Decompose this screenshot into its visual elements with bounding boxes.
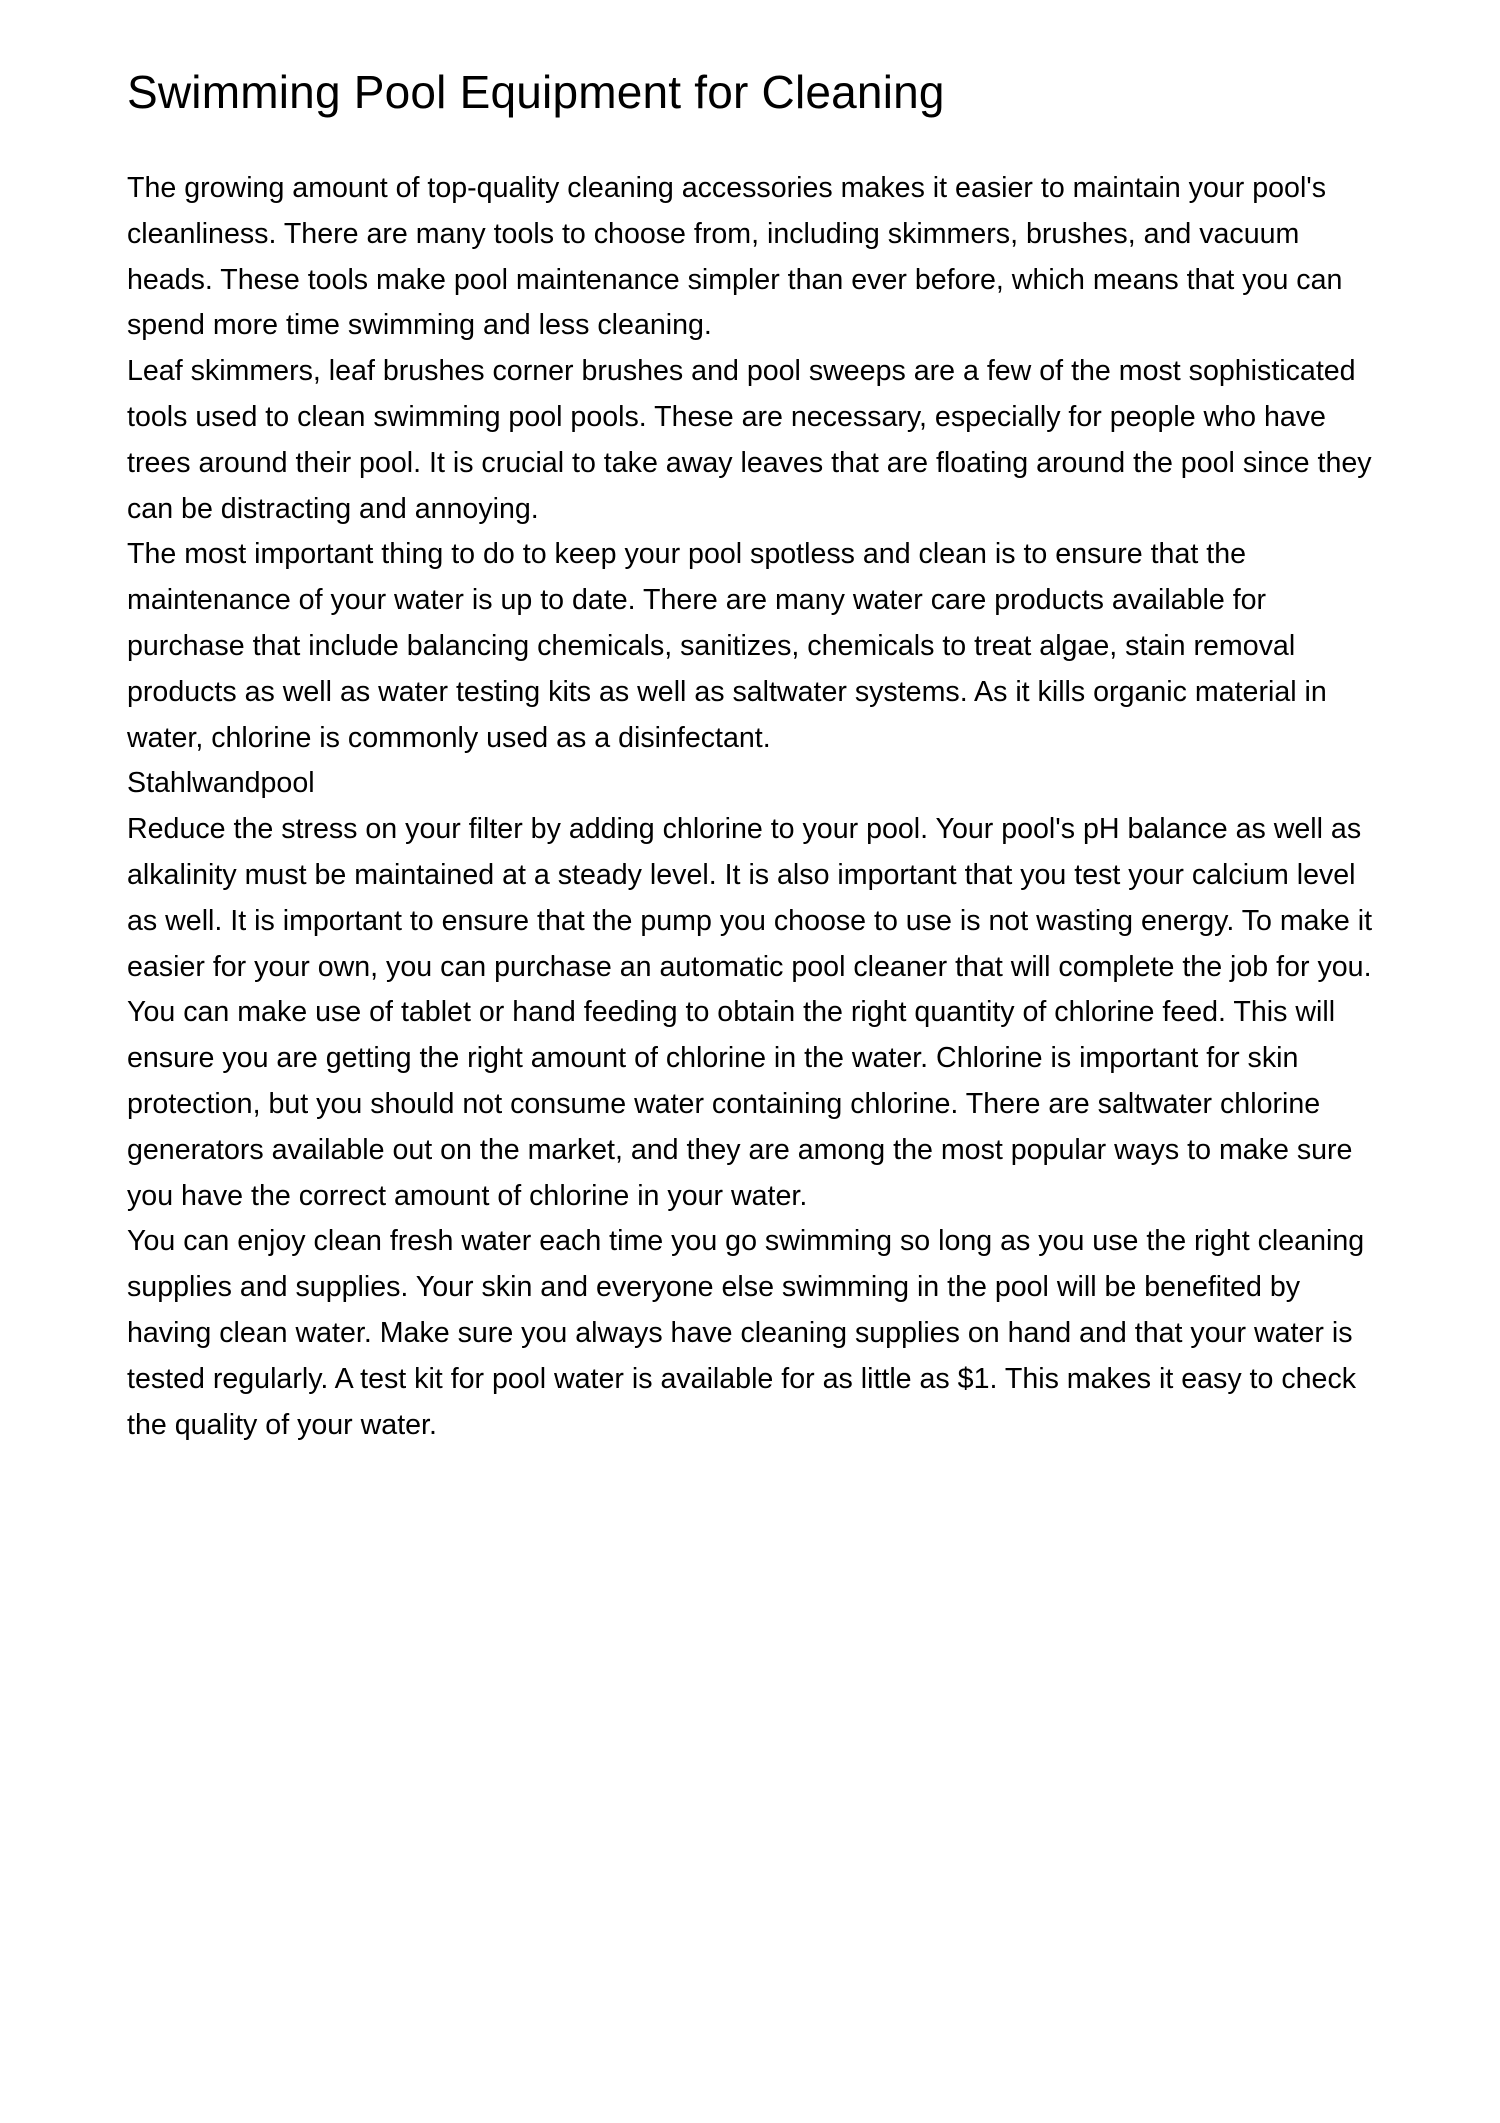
document-page <box>127 60 1387 1448</box>
paragraph-water-maintenance: The most important thing to do to keep your pool spotless and clean is to ensure that the maintenance of your water is up to date. There are many water care products available for purchase that include balancing chemicals, sanitizes, chemicals to treat algae, stain removal products as well as water testing kits as well as saltwater systems. As it kills organic material in water, chlorine is commonly used as a disinfectant. <box>127 538 1327 754</box>
paragraph-chlorine-feeding: You can make use of tablet or hand feeding to obtain the right quantity of chlorine feed. This will ensure you are getting the right amount of chlorine in the water. Chlorine is important for skin protection, but you should not consume water containing chlorine. There are saltwater chlorine generators available out on the market, and they are among the most popular ways to make sure you have the correct amount of chlorine in your water. <box>127 996 1353 1212</box>
paragraph-filter-stress: Reduce the stress on your filter by adding chlorine to your pool. Your pool's pH balance as well as alkalinity must be maintained at a steady level. It is also important that you test your calcium level as well. It is important to ensure that the pump you choose to use is not wasting energy. To make it easier for your own, you can purchase an automatic pool cleaner that will complete the job for you. <box>127 813 1373 983</box>
paragraph-clean-water: You can enjoy clean fresh water each time you go swimming so long as you use the right cleaning supplies and supplies. Your skin and everyone else swimming in the pool will be benefited by having clean water. Make sure you always have cleaning supplies on hand and that your water is tested regularly. A test kit for pool water is available for as little as $1. This makes it easy to check the quality of your water. <box>127 1225 1365 1441</box>
paragraph-leaf-tools: Leaf skimmers, leaf brushes corner brushes and pool sweeps are a few of the most sophisticated tools used to clean swimming pool pools. These are necessary, especially for people who have trees around their pool. It is crucial to take away leaves that are floating around the pool since they can be distracting and annoying. <box>127 355 1372 525</box>
document-body <box>127 166 1387 1448</box>
page-title: Swimming Pool Equipment for Cleaning <box>127 66 945 118</box>
paragraph-stahlwandpool: Stahlwandpool <box>127 767 315 800</box>
paragraph-cleaning-accessories: The growing amount of top-quality cleaning accessories makes it easier to maintain your pool's cleanliness. There are many tools to choose from, including skimmers, brushes, and vacuum heads. These tools make pool maintenance simpler than ever before, which means that you can spend more time swimming and less cleaning. <box>127 172 1343 342</box>
